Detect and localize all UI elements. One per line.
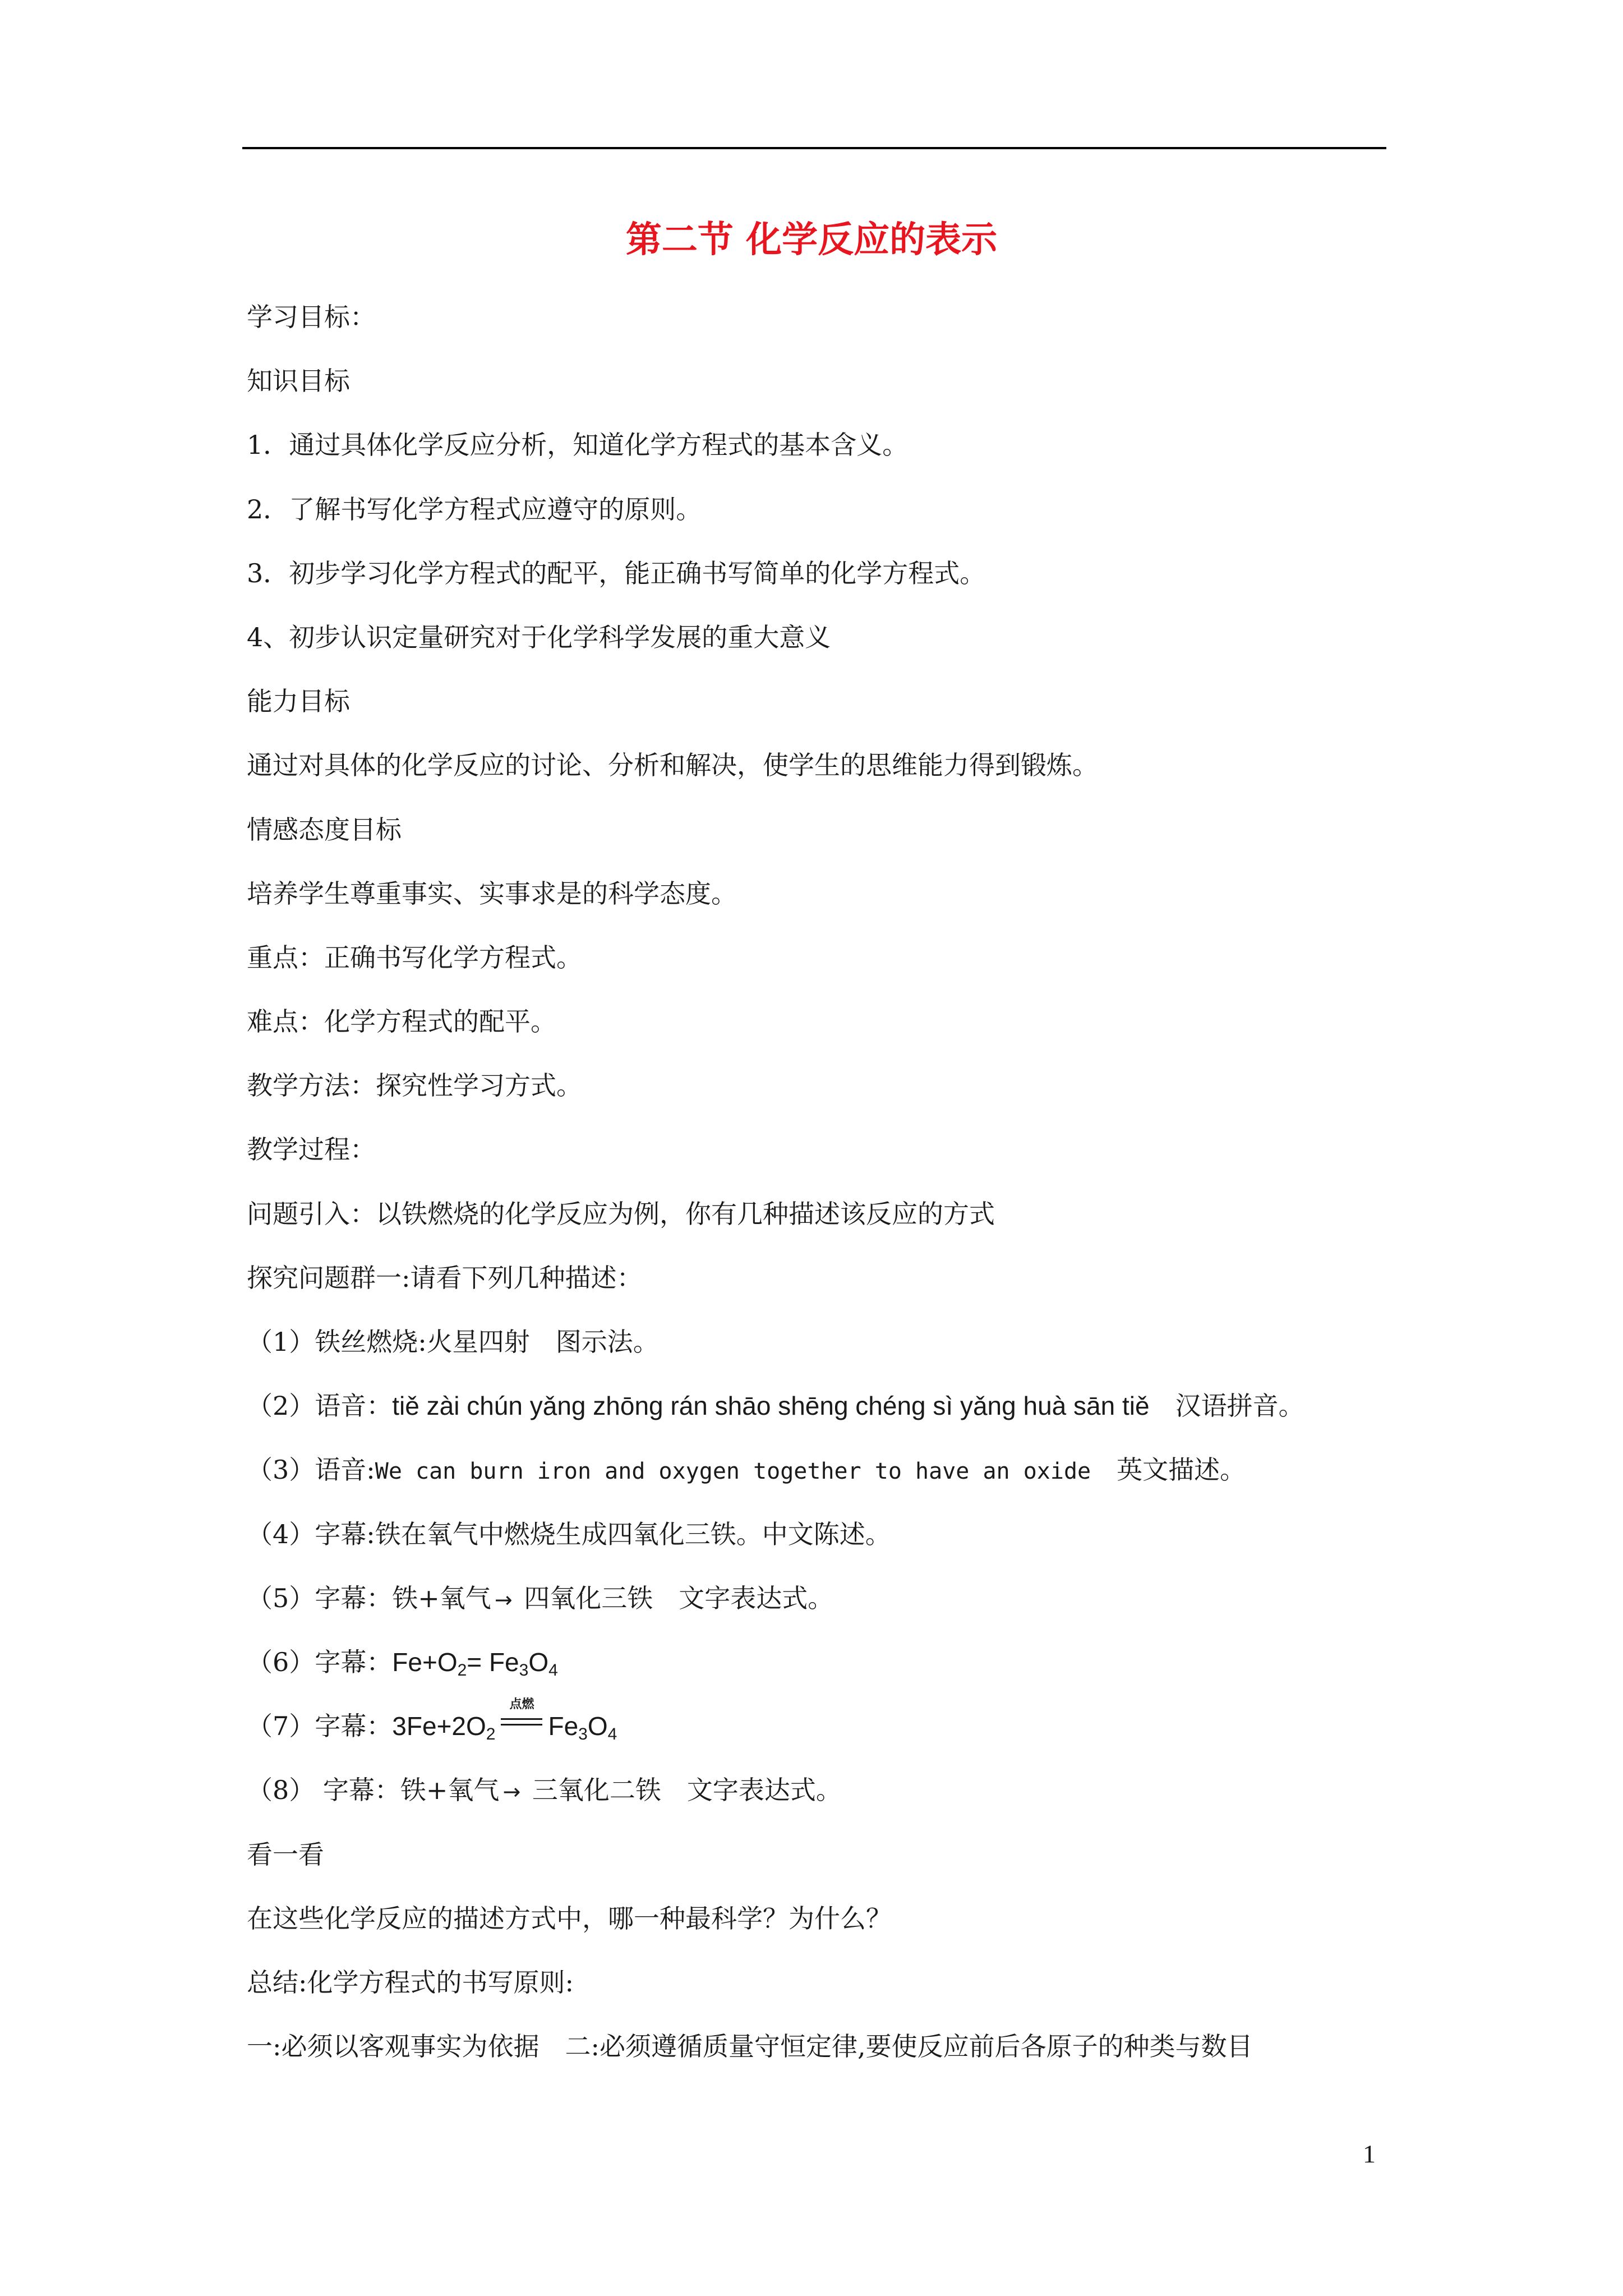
equation-term: Fe+O (392, 1647, 458, 1677)
subscript: 2 (457, 1660, 467, 1680)
equation-term: 3Fe+2O (392, 1711, 486, 1741)
closing-question: 在这些化学反应的描述方式中，哪一种最科学？为什么？ (247, 1903, 892, 1934)
subscript: 4 (607, 1725, 617, 1744)
description-5-suffix: 四氧化三铁 文字表达式。 (515, 1582, 834, 1613)
description-7-prefix: （7）字幕： (247, 1711, 393, 1742)
equation-term: = Fe (467, 1647, 519, 1677)
principles-text: 一:必须以客观事实为依据 二:必须遵循质量守恒定律,要使反应前后各原子的种类与数目 (247, 2031, 1253, 2062)
arrow-right-icon: → (502, 1779, 521, 1805)
subscript: 2 (486, 1725, 496, 1744)
equation-term: Fe (548, 1711, 579, 1741)
header-rule (242, 147, 1386, 149)
knowledge-heading: 知识目标 (247, 366, 350, 397)
attitude-text: 培养学生尊重事实、实事求是的科学态度。 (247, 878, 737, 909)
description-2-prefix: （2）语音： (247, 1391, 393, 1421)
page-number: 1 (1363, 2139, 1376, 2168)
description-8 (247, 1765, 1391, 1829)
attitude-heading: 情感态度目标 (247, 814, 402, 845)
look-heading: 看一看 (247, 1839, 324, 1870)
subscript: 4 (548, 1660, 558, 1680)
question-group-one: 探究问题群一:请看下列几种描述： (247, 1262, 643, 1293)
ability-heading: 能力目标 (247, 686, 350, 717)
description-5 (247, 1573, 1391, 1637)
summary-heading: 总结:化学方程式的书写原则: (247, 1967, 574, 1998)
equals-bar-icon (501, 1718, 542, 1720)
reaction-condition (499, 1697, 545, 1734)
description-3-prefix: （3）语音: (247, 1455, 375, 1485)
knowledge-item: 3．初步学习化学方程式的配平，能正确书写简单的化学方程式。 (247, 558, 986, 588)
condition-label: 点燃 (509, 1697, 534, 1712)
description-6-prefix: （6）字幕： (247, 1646, 393, 1677)
arrow-right-icon: → (494, 1587, 513, 1612)
pinyin-text: tiě zài chún yǎng zhōng rán shāo shēng chéng sì yǎng huà sān tiě (392, 1391, 1150, 1421)
knowledge-item: 2．了解书写化学方程式应遵守的原则。 (247, 494, 702, 524)
knowledge-item: 4、初步认识定量研究对于化学科学发展的重大意义 (247, 622, 831, 652)
difficulty: 难点：化学方程式的配平。 (247, 1006, 556, 1037)
description-7 (247, 1697, 1391, 1765)
description-4: （4）字幕:铁在氧气中燃烧生成四氧化三铁。中文陈述。 (247, 1519, 891, 1549)
key-point: 重点：正确书写化学方程式。 (247, 942, 582, 973)
equation-term: O (528, 1647, 549, 1677)
equation-unbalanced (392, 1647, 558, 1680)
description-8-prefix: （8） 字幕：铁+氧气 (247, 1775, 500, 1806)
teaching-method: 教学方法：探究性学习方式。 (247, 1070, 582, 1101)
intro-question: 问题引入：以铁燃烧的化学反应为例，你有几种描述该反应的方式 (247, 1198, 995, 1229)
description-3-suffix: 英文描述。 (1091, 1455, 1246, 1485)
page-title: 第二节 化学反应的表示 (625, 219, 998, 261)
subscript: 3 (578, 1725, 588, 1744)
document-body (247, 292, 1391, 2085)
objectives-heading: 学习目标： (247, 302, 376, 332)
subscript: 3 (519, 1660, 529, 1680)
english-text: We can burn iron and oxygen together to have an oxide (375, 1458, 1091, 1485)
description-5-prefix: （5）字幕：铁+氧气 (247, 1582, 491, 1613)
equation-term: O (587, 1711, 608, 1741)
description-1: （1）铁丝燃烧:火星四射 图示法。 (247, 1327, 659, 1357)
description-3 (247, 1444, 1391, 1508)
description-8-suffix: 三氧化二铁 文字表达式。 (524, 1775, 842, 1806)
description-2 (247, 1381, 1391, 1444)
description-2-suffix: 汉语拼音。 (1149, 1391, 1304, 1421)
process-heading: 教学过程： (247, 1134, 376, 1165)
knowledge-item: 1．通过具体化学反应分析，知道化学方程式的基本含义。 (247, 430, 909, 461)
ability-text: 通过对具体的化学反应的讨论、分析和解决，使学生的思维能力得到锻炼。 (247, 750, 1098, 781)
description-6 (247, 1637, 1391, 1701)
equals-bar-icon (501, 1724, 542, 1726)
equation-balanced (392, 1697, 617, 1744)
